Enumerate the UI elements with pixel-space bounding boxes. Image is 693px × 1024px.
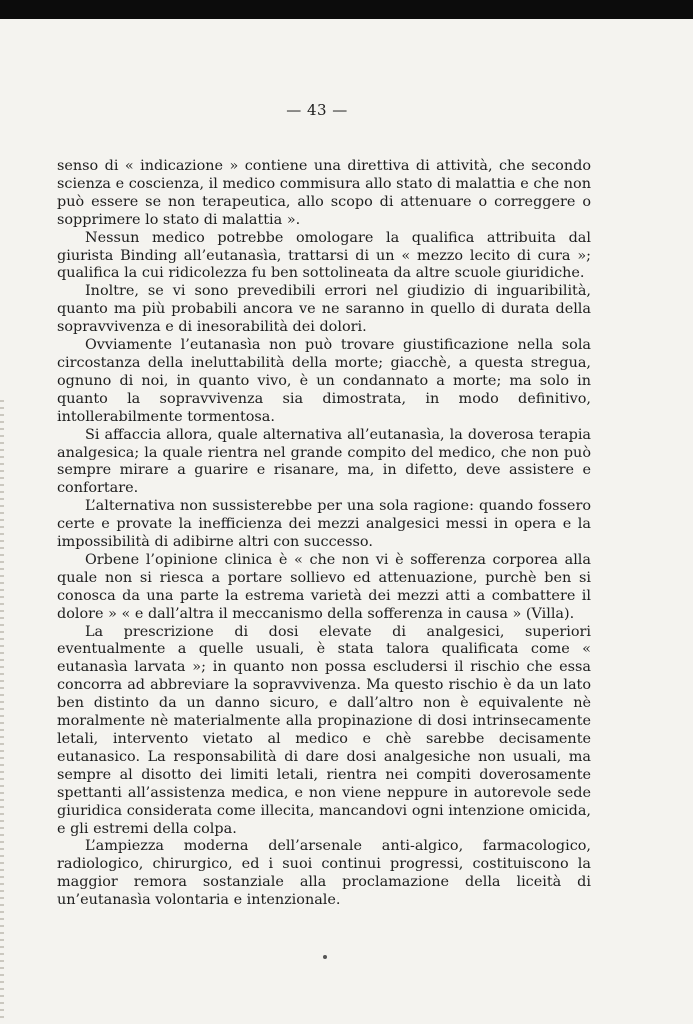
paragraph-9: L’ampiezza moderna dell’arsenale anti-algico, farmacologico, radiologico, chirurgico, ed i suoi continui progressi, costituiscono la maggior remora sostanziale alla proclamazione della liceità di un’eutanasìa volontaria e intenzionale.: [57, 838, 591, 909]
scan-top-border: [0, 0, 693, 19]
paragraph-3: Inoltre, se vi sono prevedibili errori nel giudizio di inguaribilità, quanto ma più probabili ancora ve ne saranno in quello di durata della sopravvivenza e di inesorabilità dei dolori.: [57, 283, 591, 336]
paragraph-5: Si affaccia allora, quale alternativa all’eutanasìa, la doverosa terapia analgesica; la quale rientra nel grande compito del medico, che non può sempre mirare a guarire e risanare, ma, in difetto, deve assistere e confortare.: [57, 426, 591, 497]
body-text: [57, 158, 591, 910]
scan-binding-edge: [0, 400, 4, 1020]
print-speck: [323, 955, 327, 959]
paragraph-1: senso di « indicazione » contiene una direttiva di attività, che secondo scienza e coscienza, il medico commisura allo stato di malattia e che non può essere se non terapeutica, allo scopo di attenuare o correggere o sopprimere lo stato di malattia ».: [57, 158, 591, 228]
paragraph-7: Orbene l’opinione clinica è « che non vi è sofferenza corporea alla quale non si riesca a portare sollievo ed attenuazione, purchè ben si conosca da una parte la estrema varietà dei mezzi atti a combattere il dolore » « e dall’altra il meccanismo della sofferenza in causa » (Villa).: [57, 551, 591, 622]
paragraph-8: La prescrizione di dosi elevate di analgesici, superiori eventualmente a quelle usuali, è stata talora qualificata come « eutanasìa larvata »; in quanto non possa escludersi il rischio che essa concorra ad abbreviare la sopravvivenza. Ma questo rischio è da un lato ben distinto da un danno sicuro, e dall’altro non è equivalente nè moralmente nè materialmente alla propinazione di dosi intrinsecamente letali, intervento vietato al medico e chè sarebbe decisamente eutanasico. La responsabilità di dare dosi analgesiche non usuali, ma sempre al disotto dei limiti letali, rientra nei compiti doverosamente spettanti all’assistenza medica, e non viene neppure in autorevole sede giuridica considerata come illecita, mancandovi ogni intenzione omicida, e gli estremi della colpa.: [57, 623, 591, 837]
paragraph-6: L’alternativa non sussisterebbe per una sola ragione: quando fossero certe e provate la inefficienza dei mezzi analgesici messi in opera e la impossibilità di adibirne altri con successo.: [57, 498, 591, 551]
page-number: — 43 —: [286, 101, 348, 119]
paragraph-2: Nessun medico potrebbe omologare la qualifica attribuita dal giurista Binding all’eutanasìa, trattarsi di un « mezzo lecito di cura »; qualifica la cui ridicolezza fu ben sottolineata da altre scuole giuridiche.: [57, 229, 591, 282]
paragraph-4: Ovviamente l’eutanasìa non può trovare giustificazione nella sola circostanza della ineluttabilità della morte; giacchè, a questa stregua, ognuno di noi, in quanto vivo, è un condannato a morte; ma solo in quanto la sopravvivenza sia dimostrata, in modo definitivo, intollerabilmente tormentosa.: [57, 337, 591, 425]
